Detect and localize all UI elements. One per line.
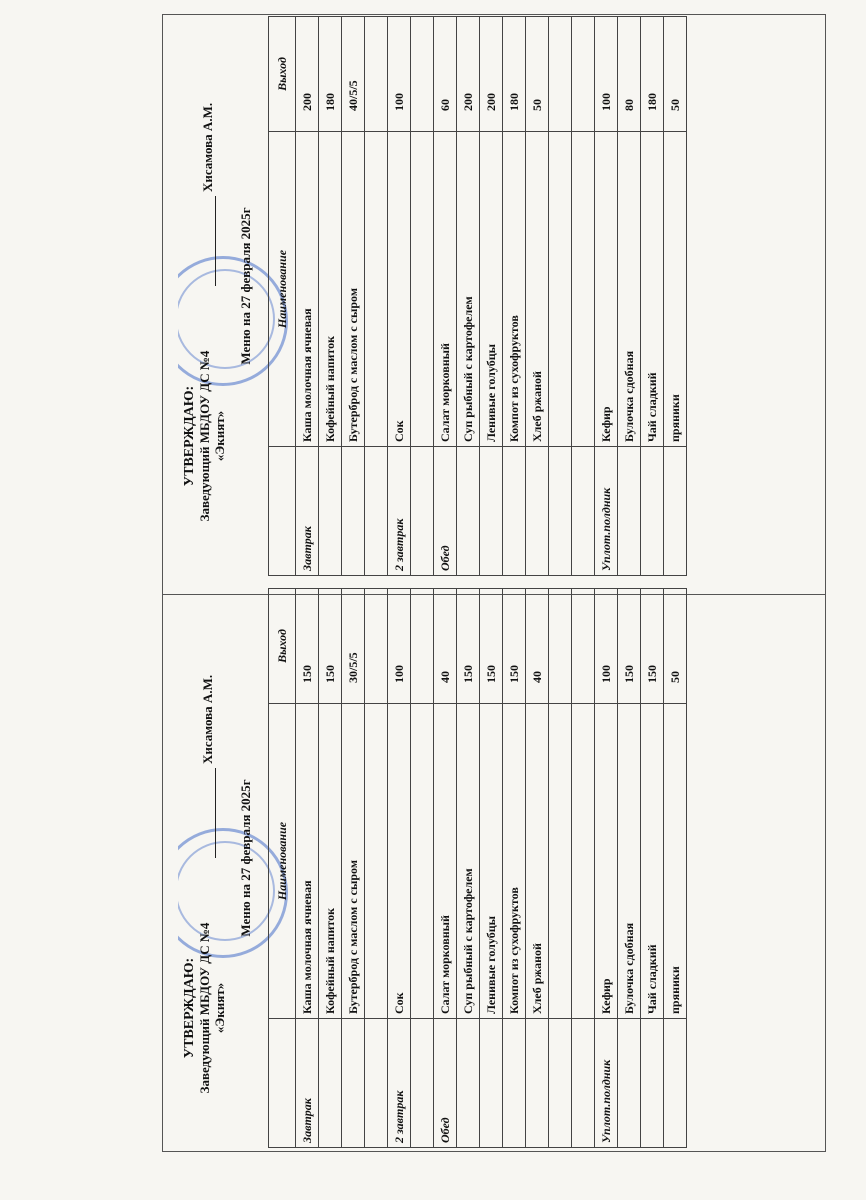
- col-meal-header: [269, 1019, 296, 1148]
- table-row: [319, 17, 342, 576]
- table-row: [365, 589, 388, 1148]
- meal-cell: [411, 1019, 434, 1148]
- signer-name: Хисамова А.М.: [200, 102, 215, 192]
- portion-cell: 100: [388, 589, 411, 704]
- meal-cell: [641, 447, 664, 576]
- portion-cell: 150: [319, 589, 342, 704]
- portion-cell: [411, 589, 434, 704]
- dish-name-cell: [365, 704, 388, 1019]
- table-row: [388, 17, 411, 576]
- col-name-header: Наименование: [269, 132, 296, 447]
- dish-name-cell: Кефир: [595, 132, 618, 447]
- meal-cell: [549, 1019, 572, 1148]
- table-row: [549, 17, 572, 576]
- portion-cell: 180: [319, 17, 342, 132]
- portion-cell: [572, 17, 595, 132]
- meal-cell: [457, 1019, 480, 1148]
- signer-name: Хисамова А.М.: [200, 674, 215, 764]
- meal-cell: [618, 1019, 641, 1148]
- table-row: [641, 589, 664, 1148]
- portion-cell: 60: [434, 17, 457, 132]
- dish-name-cell: Бутерброд с маслом с сыром: [342, 132, 365, 447]
- meal-cell: [365, 447, 388, 576]
- portion-cell: [549, 17, 572, 132]
- meal-cell: [572, 447, 595, 576]
- portion-cell: [411, 17, 434, 132]
- meal-cell: 2 завтрак: [388, 1019, 411, 1148]
- table-row: [503, 17, 526, 576]
- dish-name-cell: [549, 132, 572, 447]
- meal-cell: [480, 1019, 503, 1148]
- dish-name-cell: Ленивые голубцы: [480, 704, 503, 1019]
- table-row: [664, 589, 687, 1148]
- dish-name-cell: Бутерброд с маслом с сыром: [342, 704, 365, 1019]
- table-row: [526, 17, 549, 576]
- table-row: [664, 17, 687, 576]
- approval-block: [182, 878, 227, 1138]
- portion-cell: 150: [641, 589, 664, 704]
- meal-cell: [503, 447, 526, 576]
- meal-cell: Завтрак: [296, 447, 319, 576]
- dish-name-cell: пряники: [664, 132, 687, 447]
- portion-cell: 100: [595, 17, 618, 132]
- dish-name-cell: [572, 132, 595, 447]
- dish-name-cell: Суп рыбный с картофелем: [457, 132, 480, 447]
- dish-name-cell: Суп рыбный с картофелем: [457, 704, 480, 1019]
- portion-cell: [365, 17, 388, 132]
- table-row: [411, 589, 434, 1148]
- col-name-header: Наименование: [269, 704, 296, 1019]
- meal-cell: [549, 447, 572, 576]
- table-row: [434, 17, 457, 576]
- portion-cell: 30/5/5: [342, 589, 365, 704]
- dish-name-cell: Компот из сухофруктов: [503, 704, 526, 1019]
- portion-cell: 150: [457, 589, 480, 704]
- meal-cell: Обед: [434, 1019, 457, 1148]
- dish-name-cell: [365, 132, 388, 447]
- portion-cell: 180: [641, 17, 664, 132]
- table-row: [549, 589, 572, 1148]
- meal-cell: 2 завтрак: [388, 447, 411, 576]
- table-row: [457, 589, 480, 1148]
- table-row: [480, 589, 503, 1148]
- meal-cell: [526, 1019, 549, 1148]
- dish-name-cell: Кефир: [595, 704, 618, 1019]
- table-row: [319, 589, 342, 1148]
- portion-cell: 180: [503, 17, 526, 132]
- dish-name-cell: [572, 704, 595, 1019]
- dish-name-cell: Салат морковный: [434, 704, 457, 1019]
- table-row: [618, 17, 641, 576]
- dish-name-cell: Хлеб ржаной: [526, 132, 549, 447]
- signature-line: [200, 675, 216, 858]
- meal-cell: [572, 1019, 595, 1148]
- table-row: [388, 589, 411, 1148]
- table-row: [365, 17, 388, 576]
- table-row: [572, 589, 595, 1148]
- dish-name-cell: Ленивые голубцы: [480, 132, 503, 447]
- menu-rows: [296, 17, 687, 576]
- meal-cell: [664, 1019, 687, 1148]
- meal-cell: [319, 1019, 342, 1148]
- menu-panel-rotated: [178, 588, 824, 1148]
- table-row: [342, 589, 365, 1148]
- approval-title: УТВЕРЖДАЮ:: [182, 385, 197, 487]
- portion-cell: 150: [296, 589, 319, 704]
- meal-cell: [641, 1019, 664, 1148]
- signature-underline: [215, 768, 216, 858]
- menu-title: Меню на 27 февраля 2025г: [238, 207, 253, 365]
- portion-cell: 50: [664, 17, 687, 132]
- dish-name-cell: Кофейный напиток: [319, 704, 342, 1019]
- meal-cell: [664, 447, 687, 576]
- approval-position: Заведующий МБДОУ ДС №4: [197, 350, 212, 522]
- dish-name-cell: [549, 704, 572, 1019]
- approval-position: Заведующий МБДОУ ДС №4: [197, 922, 212, 1094]
- signature-underline: [215, 196, 216, 286]
- meal-cell: [319, 447, 342, 576]
- approval-org: «Экият»: [212, 982, 227, 1034]
- dish-name-cell: Сок: [388, 132, 411, 447]
- col-meal-header: [269, 447, 296, 576]
- portion-cell: 40: [526, 589, 549, 704]
- table-row: [595, 17, 618, 576]
- dish-name-cell: Булочка сдобная: [618, 132, 641, 447]
- table-row: [411, 17, 434, 576]
- table-row: [434, 589, 457, 1148]
- table-row: [618, 589, 641, 1148]
- meal-cell: Уплот.полдник: [595, 447, 618, 576]
- portion-cell: 40/5/5: [342, 17, 365, 132]
- menu-panel-rotated: [178, 16, 824, 576]
- meal-cell: Уплот.полдник: [595, 1019, 618, 1148]
- menu-table: [268, 16, 687, 576]
- portion-cell: 100: [388, 17, 411, 132]
- portion-cell: [572, 589, 595, 704]
- dish-name-cell: Каша молочная ячневая: [296, 132, 319, 447]
- dish-name-cell: Чай сладкий: [641, 704, 664, 1019]
- table-row: [296, 589, 319, 1148]
- menu-table: [268, 588, 687, 1148]
- meal-cell: Обед: [434, 447, 457, 576]
- signature-line: [200, 103, 216, 286]
- table-row: [595, 589, 618, 1148]
- meal-cell: [480, 447, 503, 576]
- table-row: [641, 17, 664, 576]
- table-row: [572, 17, 595, 576]
- portion-cell: 40: [434, 589, 457, 704]
- portion-cell: 150: [480, 589, 503, 704]
- menu-panel-junior: [178, 588, 824, 1148]
- portion-cell: 50: [526, 17, 549, 132]
- table-row: [503, 589, 526, 1148]
- menu-rows: [296, 589, 687, 1148]
- dish-name-cell: [411, 132, 434, 447]
- dish-name-cell: Хлеб ржаной: [526, 704, 549, 1019]
- meal-cell: [618, 447, 641, 576]
- portion-cell: 150: [618, 589, 641, 704]
- table-header-row: [269, 589, 296, 1148]
- portion-cell: 150: [503, 589, 526, 704]
- table-row: [342, 17, 365, 576]
- meal-cell: [342, 447, 365, 576]
- table-row: [480, 17, 503, 576]
- approval-block: [182, 306, 227, 566]
- dish-name-cell: Салат морковный: [434, 132, 457, 447]
- table-row: [457, 17, 480, 576]
- portion-cell: 200: [480, 17, 503, 132]
- meal-cell: [457, 447, 480, 576]
- meal-cell: [365, 1019, 388, 1148]
- dish-name-cell: Чай сладкий: [641, 132, 664, 447]
- menu-panel-senior: [178, 16, 824, 576]
- portion-cell: [549, 589, 572, 704]
- dish-name-cell: [411, 704, 434, 1019]
- menu-title: Меню на 27 февраля 2025г: [238, 779, 253, 937]
- portion-cell: 100: [595, 589, 618, 704]
- col-out-header: Выход: [269, 17, 296, 132]
- dish-name-cell: Кофейный напиток: [319, 132, 342, 447]
- meal-cell: [411, 447, 434, 576]
- dish-name-cell: пряники: [664, 704, 687, 1019]
- approval-title: УТВЕРЖДАЮ:: [182, 957, 197, 1059]
- portion-cell: [365, 589, 388, 704]
- meal-cell: [526, 447, 549, 576]
- portion-cell: 50: [664, 589, 687, 704]
- meal-cell: [503, 1019, 526, 1148]
- portion-cell: 80: [618, 17, 641, 132]
- portion-cell: 200: [296, 17, 319, 132]
- meal-cell: [342, 1019, 365, 1148]
- dish-name-cell: Каша молочная ячневая: [296, 704, 319, 1019]
- col-out-header: Выход: [269, 589, 296, 704]
- table-row: [526, 589, 549, 1148]
- dish-name-cell: Сок: [388, 704, 411, 1019]
- table-header-row: [269, 17, 296, 576]
- dish-name-cell: Компот из сухофруктов: [503, 132, 526, 447]
- portion-cell: 200: [457, 17, 480, 132]
- dish-name-cell: Булочка сдобная: [618, 704, 641, 1019]
- table-row: [296, 17, 319, 576]
- meal-cell: Завтрак: [296, 1019, 319, 1148]
- approval-org: «Экият»: [212, 410, 227, 462]
